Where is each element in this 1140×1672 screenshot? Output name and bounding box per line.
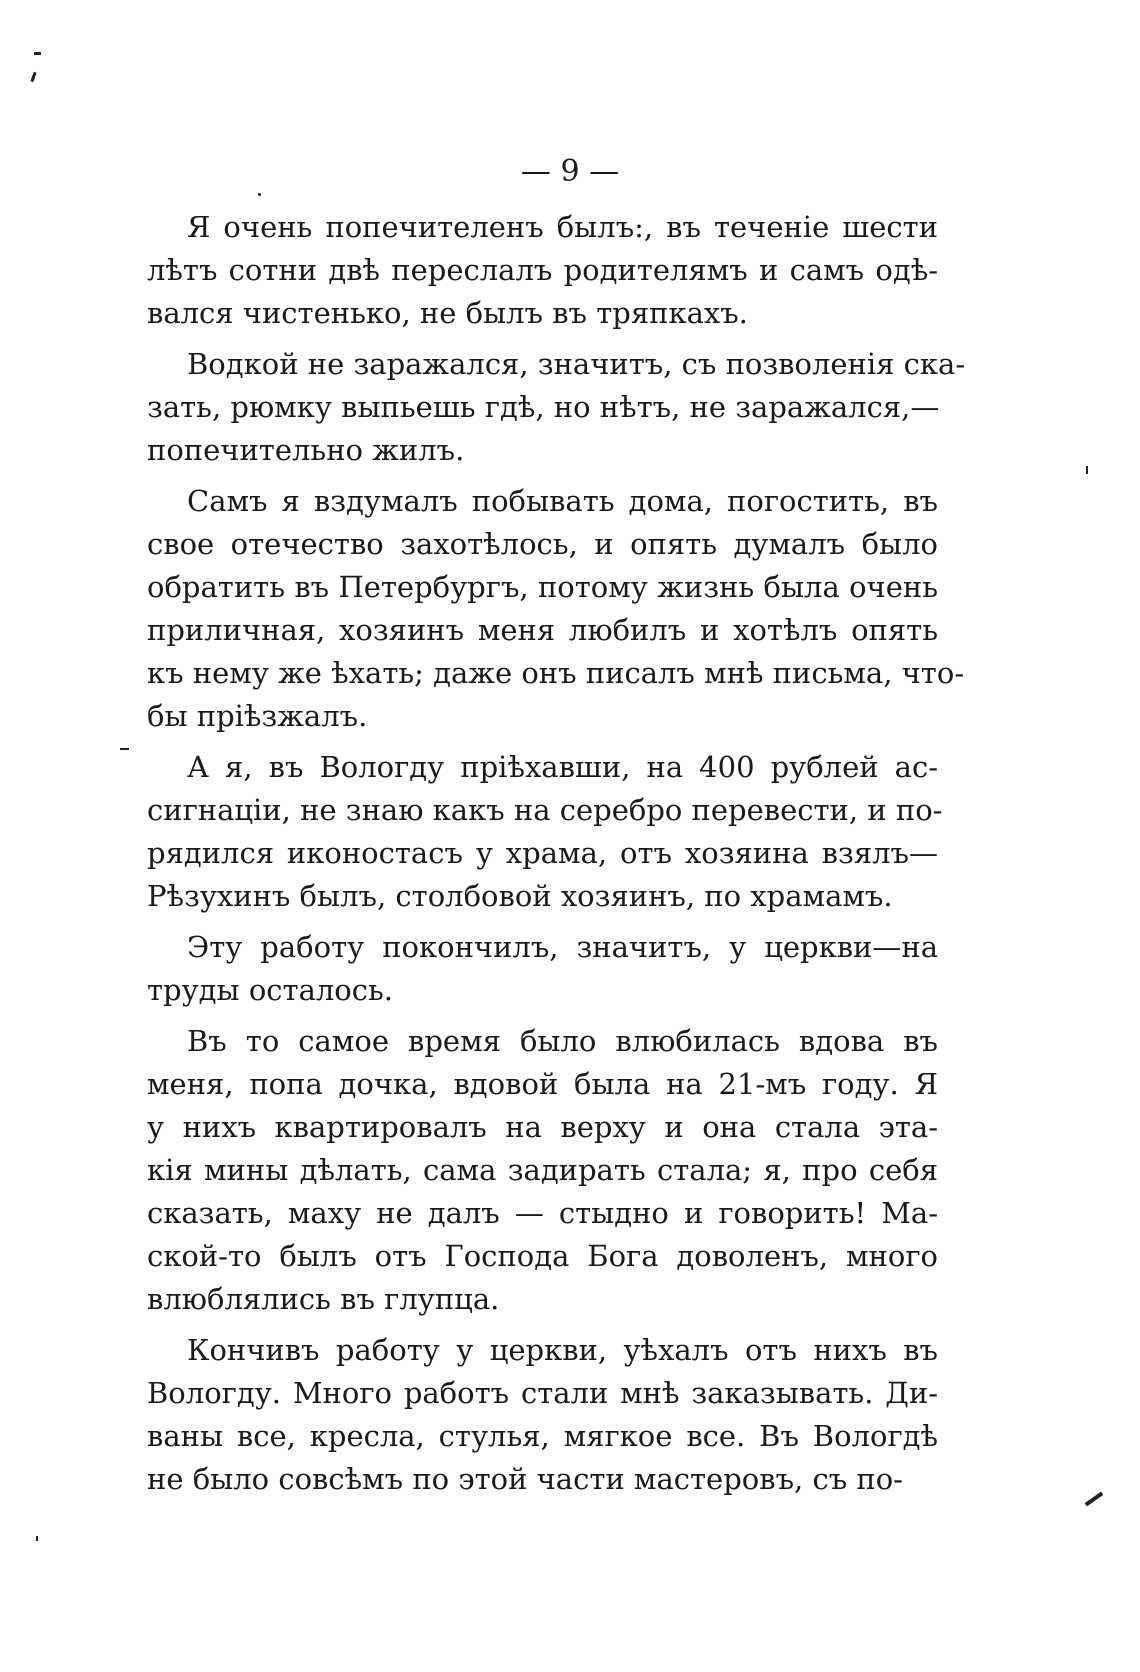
text-line: ской-то былъ отъ Господа Бога доволенъ, много xyxy=(147,1239,938,1273)
text-line: труды осталось. xyxy=(147,973,393,1007)
text-line: бы пріѣзжалъ. xyxy=(147,699,368,733)
text-line: сигнаціи, не знаю какъ на серебро перевести, и по- xyxy=(147,793,943,827)
text-line: къ нему же ѣхать; даже онъ писалъ мнѣ письма, что- xyxy=(147,656,965,690)
text-line: Въ то самое время было влюбилась вдова въ xyxy=(187,1024,938,1058)
text-line: свое отечество захотѣлось, и опять думалъ было xyxy=(147,527,938,561)
text-line: лѣтъ сотни двѣ переслалъ родителямъ и самъ одѣ- xyxy=(147,253,938,287)
paragraph xyxy=(147,343,966,472)
text-line: кія мины дѣлать, сама задирать стала; я, про себя xyxy=(147,1153,938,1187)
paragraph xyxy=(147,926,938,1012)
text-line: Вологду. Много работъ стали мнѣ заказывать. Ди- xyxy=(147,1376,938,1410)
paragraph xyxy=(147,206,938,335)
text-line: Кончивъ работу у церкви, уѣхалъ отъ нихъ въ xyxy=(187,1333,938,1367)
body-text xyxy=(147,206,966,1501)
text-line: рядился иконостасъ у храма, отъ хозяина взялъ— xyxy=(147,836,938,870)
paragraph xyxy=(147,480,965,738)
paragraph xyxy=(147,1329,938,1501)
text-line: Эту работу покончилъ, значитъ, у церкви—на xyxy=(187,930,938,964)
scan-speck xyxy=(1086,466,1088,474)
scan-speck xyxy=(36,1536,38,1541)
scan-speck xyxy=(1085,1492,1104,1507)
scan-speck xyxy=(30,72,36,82)
text-line: меня, попа дочка, вдовой была на 21-мъ году. Я xyxy=(147,1067,938,1101)
text-line: вался чистенько, не былъ въ тряпкахъ. xyxy=(147,296,748,330)
text-line: влюблялись въ глупца. xyxy=(147,1282,500,1316)
text-line: сказать, маху не далъ — стыдно и говорить! Ма- xyxy=(147,1196,938,1230)
text-line: зать, рюмку выпьешь гдѣ, но нѣтъ, не заражался,— xyxy=(147,390,940,424)
text-line: приличная, хозяинъ меня любилъ и хотѣлъ опять xyxy=(147,613,938,647)
paragraph xyxy=(147,1020,938,1321)
text-line: не было совсѣмъ по этой части мастеровъ, съ по- xyxy=(147,1462,903,1496)
text-line: у нихъ квартировалъ на верху и она стала эта- xyxy=(147,1110,938,1144)
scan-speck xyxy=(34,52,41,55)
text-line: ваны все, кресла, стулья, мягкое все. Въ Вологдѣ xyxy=(147,1419,938,1453)
text-line: обратить въ Петербургъ, потому жизнь была очень xyxy=(147,570,938,604)
text-line: Самъ я вздумалъ побывать дома, погостить, въ xyxy=(187,484,938,518)
text-line: А я, въ Вологду пріѣхавши, на 400 рублей ас- xyxy=(187,750,938,784)
paragraph xyxy=(147,746,943,918)
scan-speck xyxy=(258,193,261,196)
text-line: Я очень попечителенъ былъ:, въ теченіе шести xyxy=(187,210,938,244)
text-line: попечительно жилъ. xyxy=(147,433,465,467)
text-line: Водкой не заражался, значитъ, съ позволенія ска- xyxy=(187,347,966,381)
page-number: — 9 — xyxy=(520,154,620,189)
text-line: Рѣзухинъ былъ, столбовой хозяинъ, по храмамъ. xyxy=(147,879,893,913)
scan-speck xyxy=(120,748,129,750)
